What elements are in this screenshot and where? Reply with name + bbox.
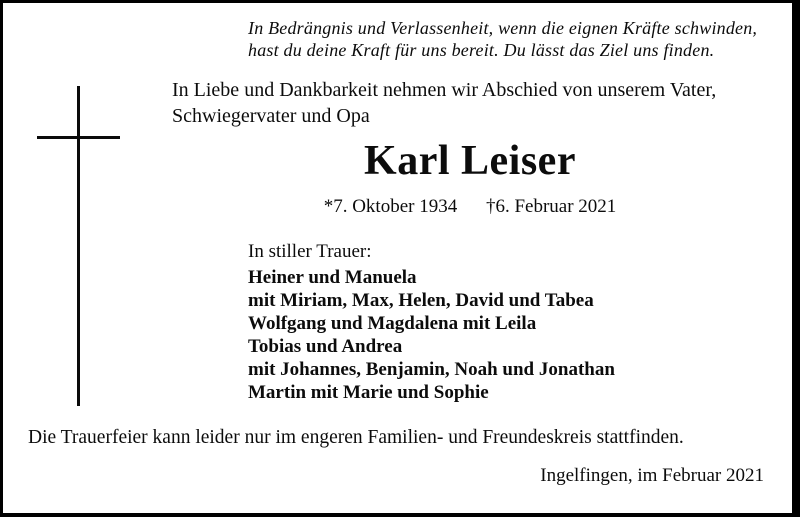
funeral-note: Die Trauerfeier kann leider nur im engeren Familien- und Freundeskreis stattfinden. (28, 427, 684, 448)
border-top (0, 0, 800, 3)
border-left (0, 0, 3, 517)
border-bottom (0, 513, 800, 517)
mourner-line: Martin mit Marie und Sophie (248, 382, 489, 403)
place-date: Ingelfingen, im Februar 2021 (540, 465, 764, 486)
mourner-line: mit Johannes, Benjamin, Noah und Jonathan (248, 359, 615, 380)
mourner-line: Wolfgang und Magdalena mit Leila (248, 313, 537, 334)
death-date: †6. Februar 2021 (485, 196, 617, 217)
epigraph-line-1: In Bedrängnis und Verlassenheit, wenn die eignen Kräfte schwinden, (248, 18, 758, 38)
mourner-line: Heiner und Manuela (248, 267, 417, 288)
birth-date: *7. Oktober 1934 (323, 196, 458, 217)
life-dates (150, 195, 790, 218)
mourner-line: Tobias und Andrea (248, 336, 403, 357)
cross-horizontal-bar (37, 136, 120, 139)
mourner-line: mit Miriam, Max, Helen, David und Tabea (248, 290, 594, 311)
epigraph-quote (248, 17, 757, 61)
intro-line-1: In Liebe und Dankbarkeit nehmen wir Abschied von unserem Vater, (172, 79, 717, 101)
intro-line-2: Schwiegervater und Opa (172, 105, 370, 127)
cross-vertical-bar (77, 86, 80, 406)
intro-text (172, 77, 716, 129)
mourners-list (248, 266, 615, 404)
epigraph-line-2: hast du deine Kraft für uns bereit. Du lässt das Ziel uns finden. (248, 40, 715, 60)
mourning-heading: In stiller Trauer: (248, 241, 372, 262)
border-right (792, 0, 800, 517)
deceased-name: Karl Leiser (364, 138, 576, 184)
